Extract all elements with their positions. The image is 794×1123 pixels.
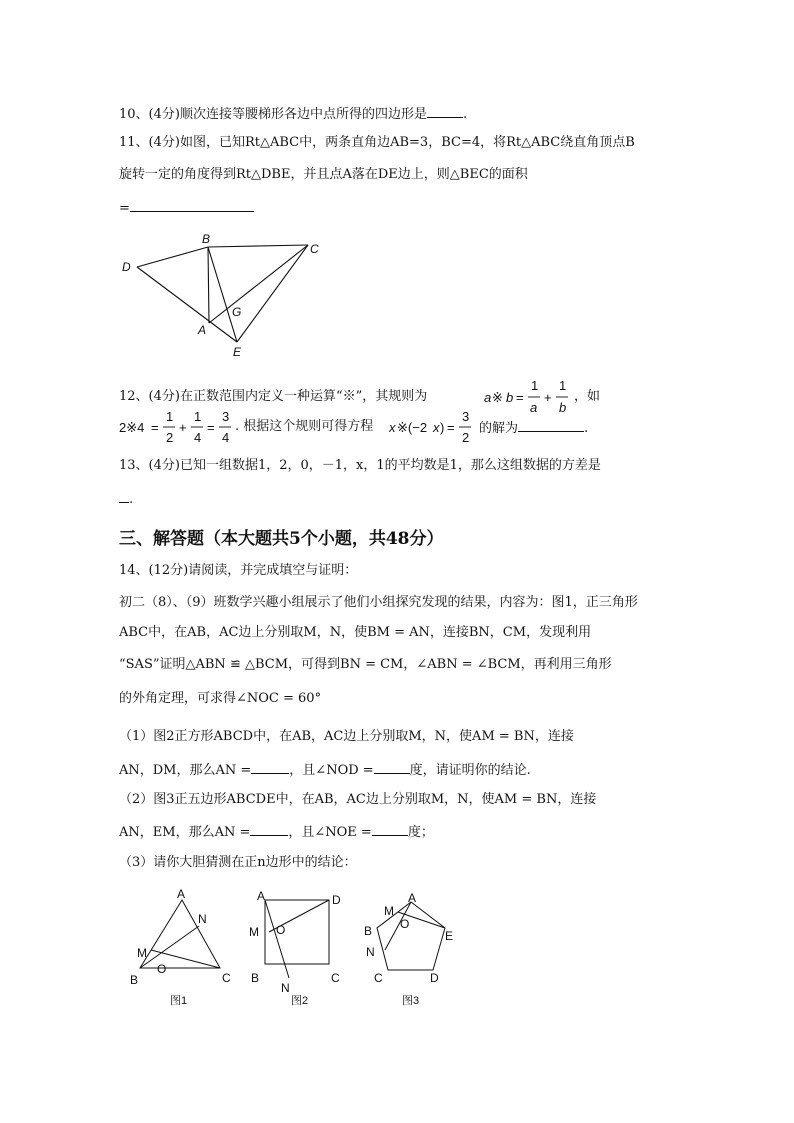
q14-p2-tail: 度； — [407, 825, 434, 840]
svg-text:1: 1 — [166, 409, 174, 424]
q12-example-word: ，如 — [574, 389, 601, 404]
segment-BC — [208, 245, 308, 247]
svg-text:a: a — [530, 400, 538, 415]
question-10 — [119, 104, 467, 124]
fig1-label-C: C — [222, 971, 231, 985]
q10-answer-blank[interactable] — [427, 104, 463, 118]
q14-part2-line2 — [119, 822, 434, 842]
fig3-label-D: D — [430, 971, 439, 985]
fig1-label-B: B — [130, 973, 139, 987]
label-C: C — [310, 242, 319, 256]
figure-2 — [247, 888, 357, 1010]
q12-end: . — [584, 421, 589, 436]
svg-text:4: 4 — [222, 430, 230, 445]
q12-answer-blank[interactable] — [518, 418, 584, 432]
q12-answer-label: 的解为 — [479, 421, 519, 436]
q14-line5: 的外角定理，可求得∠NOC = 60° — [119, 691, 322, 706]
q14-p1-angle-label: ，且∠NOD = — [289, 763, 374, 778]
fig2-label-D: D — [332, 893, 341, 907]
segment-AC — [209, 245, 308, 323]
q14-p2-an-blank[interactable] — [250, 822, 288, 836]
fig3-label-C: C — [374, 971, 383, 985]
fig3-caption: 图3 — [402, 995, 420, 1007]
svg-text:2: 2 — [462, 430, 470, 445]
q12-rule-text: . 根据这个规则可得方程 — [235, 419, 374, 434]
segment-AN — [265, 900, 289, 978]
figure-1 — [125, 888, 245, 1010]
q14-line3: ABC中，在AB，AC边上分别取M，N，使BM = AN，连接BN，CM，发现利用 — [119, 625, 592, 640]
q13-end: . — [129, 492, 134, 507]
q12-answer — [479, 418, 588, 438]
svg-text:1: 1 — [559, 378, 567, 393]
q14-p1-tail: 度，请证明你的结论. — [409, 763, 531, 778]
q11-equals: = — [119, 201, 130, 216]
q11-line2: 旋转一定的角度得到Rt△DBE，并且点A落在DE边上，则△BEC的面积 — [119, 167, 528, 182]
fig1-label-O: O — [157, 962, 167, 976]
fig3-label-O: O — [400, 917, 410, 931]
q14-part1-line2 — [119, 760, 531, 780]
fig1-label-N: N — [198, 912, 207, 926]
svg-text:a: a — [484, 390, 492, 405]
svg-text:b: b — [559, 400, 567, 415]
segment-EC — [237, 245, 308, 342]
svg-text:=: = — [151, 420, 159, 435]
svg-text:3: 3 — [462, 409, 470, 424]
svg-text:): ) — [440, 420, 445, 435]
svg-text:3: 3 — [222, 409, 230, 424]
segment-BA — [208, 247, 209, 323]
svg-text:4: 4 — [194, 430, 202, 445]
fig3-label-B: B — [364, 924, 373, 938]
fig3-label-M: M — [384, 904, 394, 918]
fig1-label-M: M — [137, 946, 147, 960]
q14-p2-angle-blank[interactable] — [372, 822, 408, 836]
svg-text:1: 1 — [194, 409, 202, 424]
svg-text:※(−2: ※(−2 — [397, 420, 428, 435]
label-B: B — [202, 232, 211, 246]
q12-example-formula — [119, 408, 239, 450]
label-A: A — [198, 323, 207, 337]
q13-answer-blank[interactable] — [119, 489, 129, 503]
label-D: D — [122, 260, 131, 274]
fig2-label-A: A — [257, 889, 266, 903]
fig3-label-A: A — [408, 891, 417, 905]
svg-text:2: 2 — [166, 430, 174, 445]
svg-text:+: + — [179, 420, 187, 435]
q14-line4: “SAS”证明△ABN ≌ △BCM，可得到BN = CM，∠ABN = ∠BCM，再利用三角形 — [119, 657, 612, 672]
fig2-label-M: M — [249, 925, 259, 939]
fig2-label-O: O — [276, 923, 286, 937]
q12-intro: 12、(4分)在正数范围内定义一种运算“※”，其规则为 — [119, 389, 428, 404]
segment-BN — [140, 926, 199, 968]
svg-text:=: = — [207, 420, 215, 435]
q13-line1: 13、(4分)已知一组数据1，2，0，－1，x，1的平均数是1，那么这组数据的方差是 — [119, 458, 601, 473]
segment-BE — [208, 247, 237, 342]
q14-p2-angle-label: ，且∠NOE = — [288, 825, 372, 840]
q11-line3 — [119, 198, 254, 218]
q11-line1: 11、(4分)如图，已知Rt△ABC中，两条直角边AB=3，BC=4，将Rt△ABC绕直角顶点B — [119, 135, 635, 150]
segment-DB — [137, 247, 208, 267]
q14-part1-line1: （1）图2正方形ABCD中，在AB，AC边上分别取M，N，使AM = BN，连接 — [119, 729, 574, 744]
q14-line1: 14、(12分)请阅读，并完成填空与证明： — [119, 563, 358, 578]
q11-figure — [112, 226, 332, 360]
fig3-label-E: E — [445, 929, 454, 943]
svg-text:2※4: 2※4 — [119, 420, 145, 435]
q10-end: . — [462, 107, 468, 122]
segment-DE — [137, 267, 237, 342]
svg-text:x: x — [433, 420, 440, 435]
svg-text:x: x — [389, 420, 396, 435]
fig2-caption: 图2 — [291, 995, 309, 1007]
label-E: E — [233, 345, 242, 359]
fig1-label-A: A — [177, 888, 186, 901]
svg-text:b: b — [506, 390, 514, 405]
q11-answer-blank[interactable] — [130, 198, 254, 212]
q14-p1-an-label: AN，DM，那么AN = — [119, 763, 252, 778]
q14-part3-line1: （3）请你大胆猜测在正n边形中的结论： — [119, 855, 357, 870]
q14-p1-angle-blank[interactable] — [374, 760, 410, 774]
svg-text:=: = — [447, 420, 455, 435]
figure-3 — [362, 888, 472, 1010]
label-G: G — [232, 305, 242, 319]
q13-line2 — [119, 489, 133, 509]
svg-text:※: ※ — [492, 390, 503, 405]
q14-p2-an-label: AN，EM，那么AN = — [119, 825, 251, 840]
fig2-label-C: C — [331, 971, 340, 985]
q14-p1-an-blank[interactable] — [251, 760, 289, 774]
q14-part2-line1: （2）图3正五边形ABCDE中，在AB，AC边上分别取M，N，使AM = BN，连接 — [119, 792, 597, 807]
fig2-label-N: N — [281, 981, 290, 995]
svg-text:+: + — [544, 390, 552, 405]
q14-line2: 初二（8）、（9）班数学兴趣小组展示了他们小组探究发现的结果，内容为：图1，正三角形 — [119, 595, 638, 610]
fig3-label-N: N — [366, 945, 375, 959]
section-3-title: 三、解答题（本大题共5个小题，共48分） — [119, 529, 444, 549]
svg-text:=: = — [516, 390, 524, 405]
fig1-caption: 图1 — [170, 995, 188, 1007]
q10-text: 10、(4分)顺次连接等腰梯形各边中点所得的四边形是 — [119, 107, 427, 122]
svg-text:1: 1 — [531, 378, 539, 393]
fig2-label-B: B — [251, 971, 260, 985]
q12-equation — [389, 408, 479, 450]
